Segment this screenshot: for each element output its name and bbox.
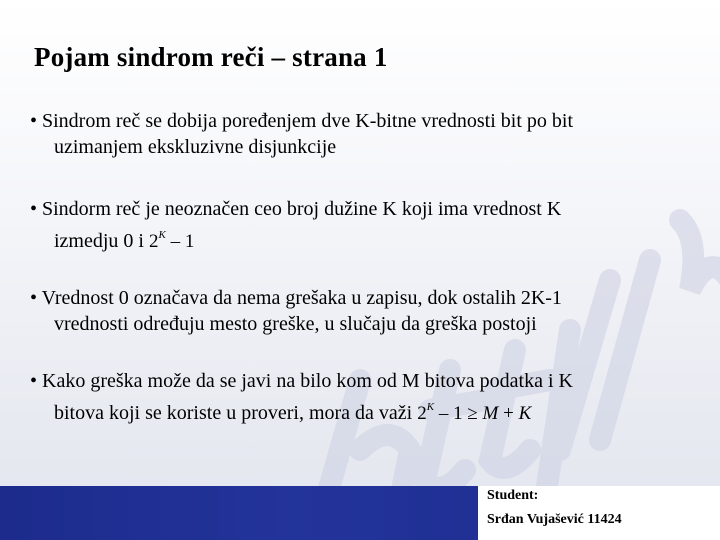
bullet-1-line-1: • Sindrom reč se dobija poređenjem dve K-bitne vrednosti bit po bit bbox=[30, 110, 573, 132]
formula-minus-ge: – 1 ≥ bbox=[434, 403, 483, 424]
bullet-2-line-2: izmedju 0 i bbox=[54, 230, 144, 252]
bullet-1 bbox=[30, 108, 710, 160]
bullet-2-line-2-wrap bbox=[30, 222, 710, 255]
student-label: Student: bbox=[487, 488, 539, 503]
formula-range bbox=[149, 222, 194, 255]
formula-k: K bbox=[518, 403, 532, 424]
bullet-3-line-2: vrednosti određuju mesto greške, u slučaju da greška postoji bbox=[54, 313, 537, 335]
bullet-2 bbox=[30, 196, 710, 255]
formula-plus: + bbox=[498, 403, 519, 424]
bullet-3 bbox=[30, 285, 710, 337]
bullet-4-line-1: • Kako greška može da se javi na bilo kom od M bitova podatka i K bbox=[30, 370, 573, 392]
formula-m: M bbox=[482, 403, 499, 424]
student-name: Srđan Vujašević 11424 bbox=[487, 512, 622, 527]
bullet-4-line-2: bitova koji se koriste u proveri, mora da važi bbox=[54, 402, 413, 424]
formula-base: 2 bbox=[417, 403, 427, 424]
bullet-2-line-1: • Sindorm reč je neoznačen ceo broj dužine K koji ima vrednost K bbox=[30, 198, 562, 220]
formula-base: 2 bbox=[148, 231, 159, 252]
slide-title: Pojam sindrom reči – strana 1 bbox=[34, 42, 388, 72]
bullet-4 bbox=[30, 368, 710, 427]
formula-inequality bbox=[417, 394, 531, 427]
bullet-1-line-2: uzimanjem ekskluzivne disjunkcije bbox=[54, 136, 337, 158]
formula-exponent: K bbox=[426, 401, 435, 413]
formula-exponent: K bbox=[158, 229, 166, 241]
bullet-3-line-1: • Vrednost 0 označava da nema grešaka u zapisu, dok ostalih 2K-1 bbox=[30, 287, 562, 309]
formula-rest: – 1 bbox=[165, 231, 195, 252]
bullet-4-line-2-wrap bbox=[30, 394, 710, 427]
